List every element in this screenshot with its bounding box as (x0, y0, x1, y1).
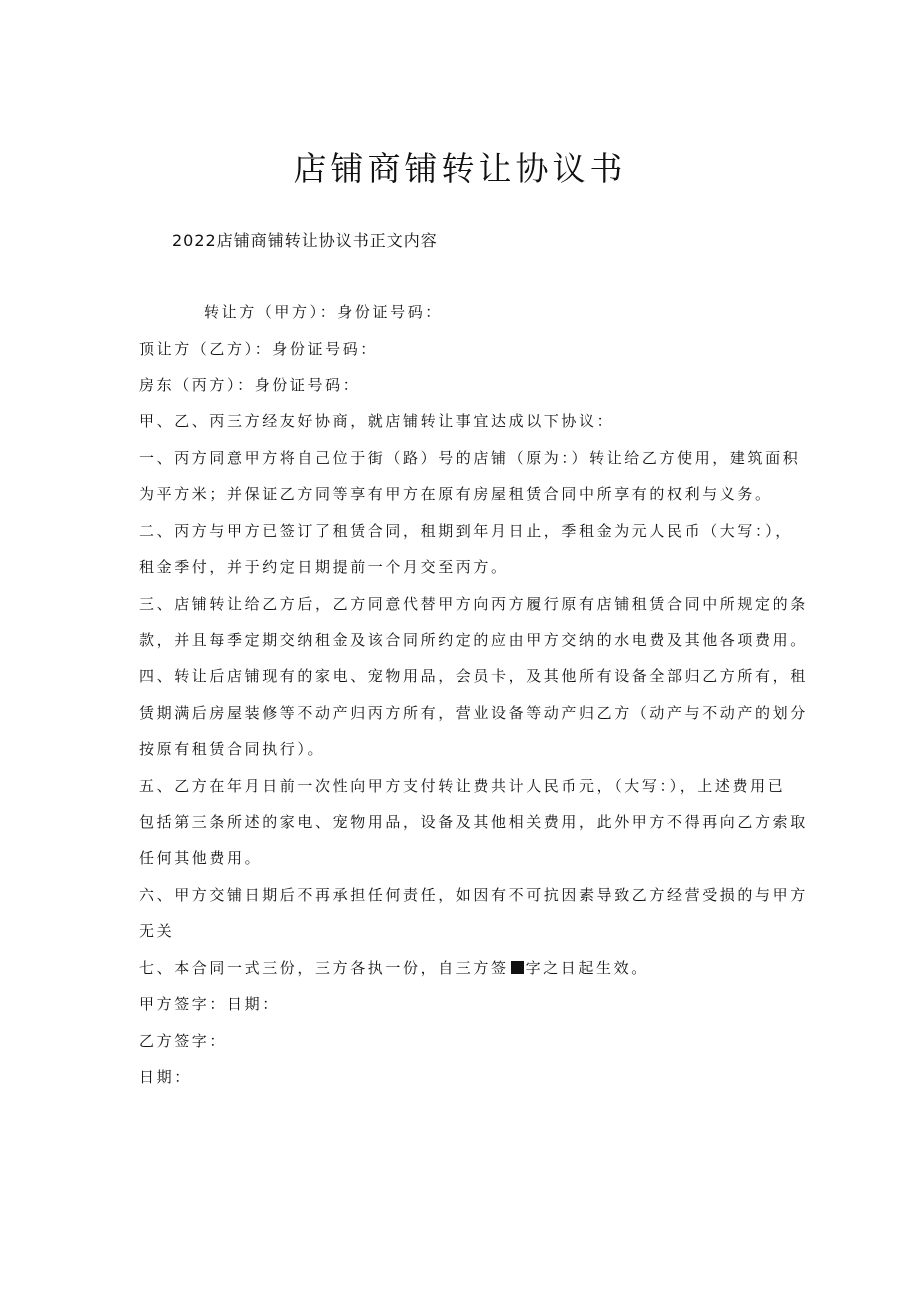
clause-4-line-1: 四、转让后店铺现有的家电、宠物用品，会员卡，及其他所有设备全部归乙方所有，租 (139, 667, 808, 685)
party-transferee-line: 顶让方（乙方）：身份证号码： (139, 340, 378, 358)
clause-3-line-1: 三、店铺转让给乙方后，乙方同意代替甲方向丙方履行原有店铺租赁合同中所规定的条 (139, 595, 808, 613)
clause-6-line-2: 无关 (139, 922, 175, 940)
document-title: 店铺商铺转让协议书 (293, 149, 627, 188)
clause-5-line-1: 五、乙方在年月日前一次性向甲方支付转让费共计人民币元，（大写：），上述费用已 (139, 777, 786, 795)
clause-7-line (139, 957, 649, 979)
party-landlord-line: 房东（丙方）：身份证号码： (139, 376, 361, 394)
clause-7-text-b: 字之日起生效。 (525, 959, 649, 977)
document-subtitle: 2022店铺商铺转让协议书正文内容 (172, 231, 438, 250)
clause-2-line-2: 租金季付，并于约定日期提前一个月交至丙方。 (139, 558, 509, 576)
clause-2-line-1: 二、丙方与甲方已签订了租赁合同，租期到年月日止，季租金为元人民币（大写：）， (139, 522, 793, 540)
clause-5-line-2: 包括第三条所述的家电、宠物用品，设备及其他相关费用，此外甲方不得再向乙方索取 (139, 813, 808, 831)
clause-1-line-2: 为平方米；并保证乙方同等享有甲方在原有房屋租赁合同中所享有的权利与义务。 (139, 485, 773, 503)
signature-party-a: 甲方签字：日期： (139, 995, 280, 1013)
signature-party-b: 乙方签字： (139, 1032, 228, 1050)
clause-5-line-3: 任何其他费用。 (139, 849, 263, 867)
party-transferor-line: 转让方（甲方）：身份证号码： (204, 303, 443, 321)
clause-4-line-2: 赁期满后房屋装修等不动产归丙方所有，营业设备等动产归乙方（动产与不动产的划分 (139, 704, 808, 722)
clause-4-line-3: 按原有租赁合同执行）。 (139, 740, 326, 758)
signature-date: 日期： (139, 1068, 192, 1086)
clause-1-line-1: 一、丙方同意甲方将自己位于街（路）号的店铺（原为：）转让给乙方使用，建筑面积 (139, 449, 801, 467)
clause-3-line-2: 款，并且每季定期交纳租金及该合同所约定的应由甲方交纳的水电费及其他各项费用。 (139, 631, 808, 649)
clause-7-text-a: 七、本合同一式三份，三方各执一份，自三方签 (139, 959, 509, 977)
preamble-line: 甲、乙、丙三方经友好协商，就店铺转让事宜达成以下协议： (139, 412, 615, 430)
filled-square-glyph (511, 961, 524, 974)
clause-6-line-1: 六、甲方交铺日期后不再承担任何责任，如因有不可抗因素导致乙方经营受损的与甲方 (139, 886, 808, 904)
